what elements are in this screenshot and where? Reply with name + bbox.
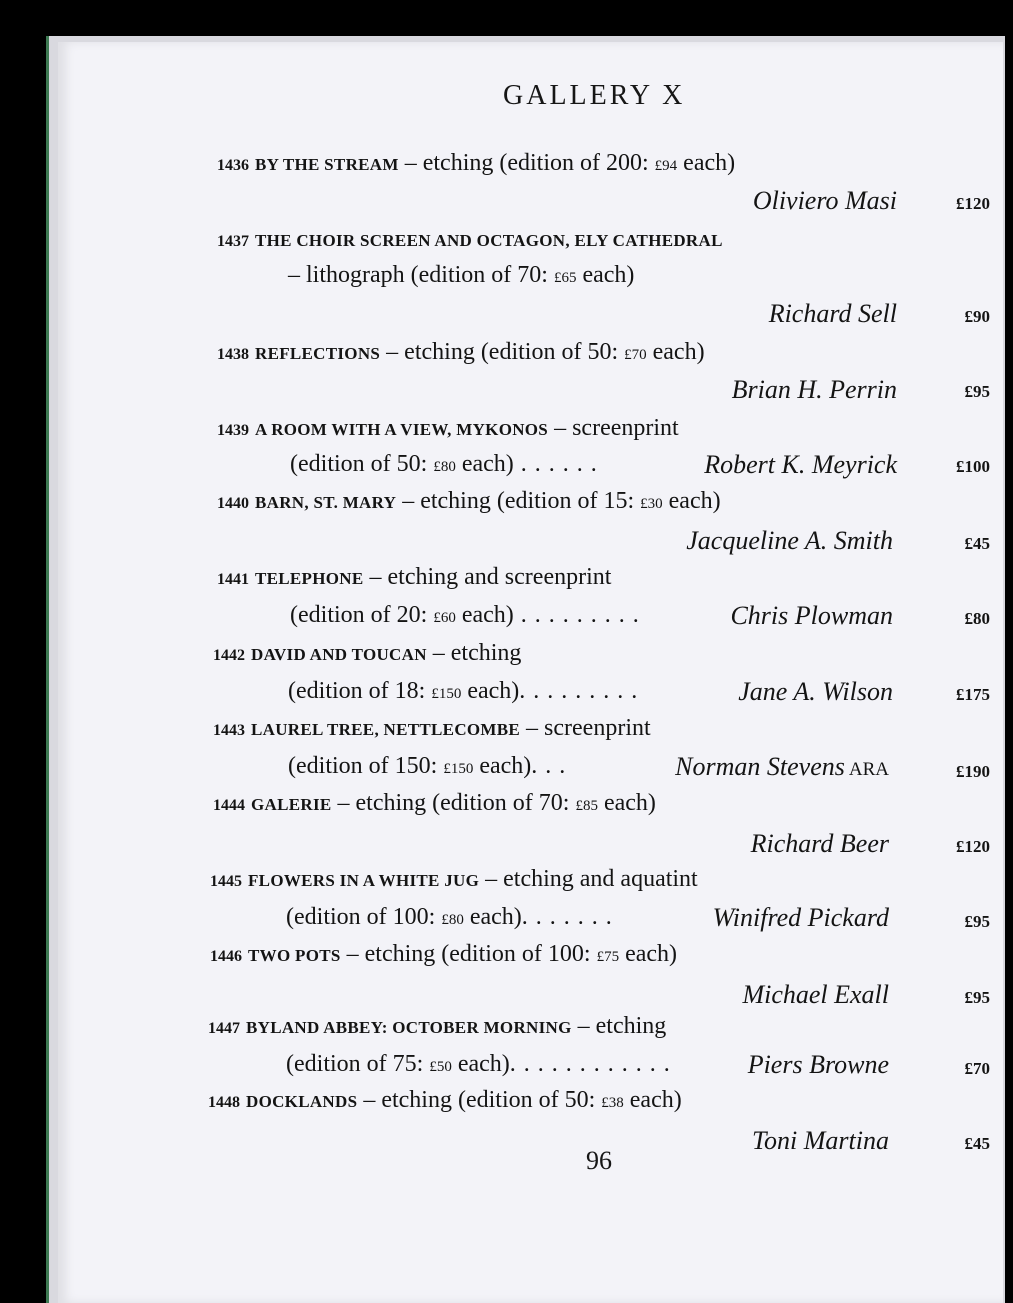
entry-1436-price: £120 xyxy=(956,194,990,213)
entry-price-each: £80 xyxy=(433,459,456,475)
entry-medium: – etching xyxy=(432,640,522,666)
entry-edition: (edition of 150: xyxy=(288,753,444,779)
entry-dots: . . . xyxy=(531,753,567,779)
entry-1441-price: £80 xyxy=(964,609,990,628)
entry-price-each: £94 xyxy=(654,158,678,174)
entry-1442-artist: Jane A. Wilson xyxy=(738,677,893,706)
entry-1445-price: £95 xyxy=(964,912,990,931)
entry-1441-line2 xyxy=(290,602,640,629)
entry-1448-line1 xyxy=(208,1087,682,1114)
entry-number: 1445 xyxy=(210,873,242,890)
entry-1445-artist: Winifred Pickard xyxy=(712,903,889,932)
entry-1444-line1 xyxy=(213,790,656,817)
entry-close: each) xyxy=(455,602,514,628)
entry-1442-line1 xyxy=(213,640,521,667)
entry-price-each: £150 xyxy=(443,761,474,777)
entry-number: 1448 xyxy=(208,1094,240,1111)
entry-medium: – screenprint xyxy=(526,715,651,741)
entry-1439-line1 xyxy=(217,415,679,442)
entry-price-each: £50 xyxy=(429,1059,452,1075)
entry-1446-line1 xyxy=(210,941,677,968)
entry-title: DOCKLANDS xyxy=(246,1092,358,1111)
entry-number: 1442 xyxy=(213,647,245,664)
entry-number: 1439 xyxy=(217,422,249,439)
artist-suffix: ARA xyxy=(848,759,889,780)
entry-1443-line2 xyxy=(288,753,566,780)
entry-edition: (edition of 100: xyxy=(286,904,442,930)
entry-medium: – etching (edition of 50: xyxy=(363,1087,602,1113)
entry-close: each) xyxy=(597,790,656,816)
entry-1439-artist: Robert K. Meyrick xyxy=(704,450,897,479)
entry-price-each: £150 xyxy=(431,686,462,702)
entry-number: 1444 xyxy=(213,797,245,814)
entry-1444-artist: Richard Beer xyxy=(750,829,889,858)
entry-close: each) xyxy=(662,488,721,514)
entry-title: BYLAND ABBEY: OCTOBER MORNING xyxy=(246,1018,572,1037)
entry-number: 1446 xyxy=(210,948,242,965)
entry-1439-price: £100 xyxy=(956,457,990,476)
entry-medium: – screenprint xyxy=(554,415,679,441)
entry-1447-line2 xyxy=(286,1051,671,1078)
entry-title: TELEPHONE xyxy=(255,569,364,588)
entry-price-each: £60 xyxy=(433,610,456,626)
entry-1438-price: £95 xyxy=(964,382,990,401)
artist-name: Norman Stevens xyxy=(675,752,845,781)
entry-number: 1441 xyxy=(217,571,249,588)
entry-1437-line2 xyxy=(288,262,634,289)
entry-price-each: £30 xyxy=(640,496,663,512)
entry-1441-line1 xyxy=(217,564,611,591)
entry-1446-price: £95 xyxy=(964,988,990,1007)
entry-price-each: £38 xyxy=(601,1095,624,1111)
entry-close: each) xyxy=(461,678,520,704)
entry-title: REFLECTIONS xyxy=(255,344,381,363)
entry-dots: . . . . . . . . . xyxy=(513,602,640,628)
entry-close: each) xyxy=(623,1087,682,1113)
entry-medium: – etching (edition of 100: xyxy=(346,941,597,967)
entry-edition: (edition of 20: xyxy=(290,602,434,628)
entry-title: LAUREL TREE, NETTLECOMBE xyxy=(251,720,521,739)
entry-title: BARN, ST. MARY xyxy=(255,493,397,512)
entry-1440-artist: Jacqueline A. Smith xyxy=(686,526,893,555)
entry-1448-price: £45 xyxy=(964,1134,990,1153)
entry-medium: – etching and aquatint xyxy=(485,866,698,892)
entry-dots: . . . . . . xyxy=(513,451,598,477)
entry-1438-line1 xyxy=(217,339,705,366)
entry-1445-line1 xyxy=(210,866,698,893)
entry-title: BY THE STREAM xyxy=(255,155,399,174)
entry-close: each) xyxy=(646,339,705,365)
entry-medium: – etching (edition of 50: xyxy=(386,339,625,365)
entry-1443-price: £190 xyxy=(956,762,990,781)
entry-1446-artist: Michael Exall xyxy=(742,980,889,1009)
entry-1442-price: £175 xyxy=(956,685,990,704)
entry-1436-line1 xyxy=(217,150,735,177)
entry-title: A ROOM WITH A VIEW, MYKONOS xyxy=(255,420,549,439)
entry-1437-artist: Richard Sell xyxy=(768,299,897,328)
entry-medium: – etching and screenprint xyxy=(369,564,612,590)
entry-price-each: £70 xyxy=(624,347,647,363)
entry-1447-price: £70 xyxy=(964,1059,990,1078)
entry-medium: – etching (edition of 70: xyxy=(337,790,576,816)
entry-number: 1440 xyxy=(217,495,249,512)
entry-title: GALERIE xyxy=(251,795,332,814)
page-number: 96 xyxy=(586,1146,612,1175)
entry-1439-line2 xyxy=(290,451,598,478)
entry-1445-line2 xyxy=(286,904,613,931)
entry-close: each) xyxy=(455,451,514,477)
entry-title: THE CHOIR SCREEN AND OCTAGON, ELY CATHEDRAL xyxy=(255,231,723,250)
entry-close: each) xyxy=(473,753,532,779)
entry-1442-line2 xyxy=(288,678,638,705)
entry-1447-artist: Piers Browne xyxy=(747,1050,889,1079)
entry-1443-artist xyxy=(675,752,889,782)
entry-1440-price: £45 xyxy=(964,534,990,553)
entry-1436-artist: Oliviero Masi xyxy=(752,186,897,215)
entry-1438-artist: Brian H. Perrin xyxy=(731,375,897,404)
entry-price-each: £65 xyxy=(553,270,577,286)
entry-title: DAVID AND TOUCAN xyxy=(251,645,427,664)
entry-price-each: £75 xyxy=(596,949,620,965)
entry-number: 1437 xyxy=(217,233,249,250)
entry-title: FLOWERS IN A WHITE JUG xyxy=(248,871,480,890)
entry-1443-line1 xyxy=(213,715,651,742)
entry-1437-line1 xyxy=(217,226,723,253)
entry-number: 1436 xyxy=(217,157,249,174)
entry-1447-line1 xyxy=(208,1013,666,1040)
entry-1440-line1 xyxy=(217,488,721,515)
page-title: GALLERY X xyxy=(503,80,686,111)
entry-close: each) xyxy=(677,150,736,176)
entry-close: each) xyxy=(463,904,522,930)
entry-1448-artist: Toni Martina xyxy=(751,1126,889,1155)
entry-edition: (edition of 50: xyxy=(290,451,434,477)
entry-1444-price: £120 xyxy=(956,837,990,856)
entry-close: each) xyxy=(576,262,635,288)
entry-number: 1447 xyxy=(208,1020,240,1037)
entry-price-each: £80 xyxy=(441,912,464,928)
entry-number: 1443 xyxy=(213,722,245,739)
entry-1437-price: £90 xyxy=(964,307,990,326)
entry-close: each) xyxy=(619,941,678,967)
entry-medium: – etching xyxy=(577,1013,667,1039)
entry-dots: . . . . . . . . . . . . xyxy=(509,1051,671,1077)
entry-close: each) xyxy=(451,1051,510,1077)
entry-dots: . . . . . . . xyxy=(521,904,613,930)
entry-number: 1438 xyxy=(217,346,249,363)
entry-medium: – lithograph (edition of 70: xyxy=(288,262,554,288)
entry-medium: – etching (edition of 200: xyxy=(404,150,655,176)
entry-price-each: £85 xyxy=(575,798,598,814)
entry-title: TWO POTS xyxy=(248,946,341,965)
entry-edition: (edition of 75: xyxy=(286,1051,430,1077)
entry-edition: (edition of 18: xyxy=(288,678,432,704)
entry-dots: . . . . . . . . . xyxy=(519,678,639,704)
entry-medium: – etching (edition of 15: xyxy=(402,488,641,514)
entry-1441-artist: Chris Plowman xyxy=(730,601,893,630)
